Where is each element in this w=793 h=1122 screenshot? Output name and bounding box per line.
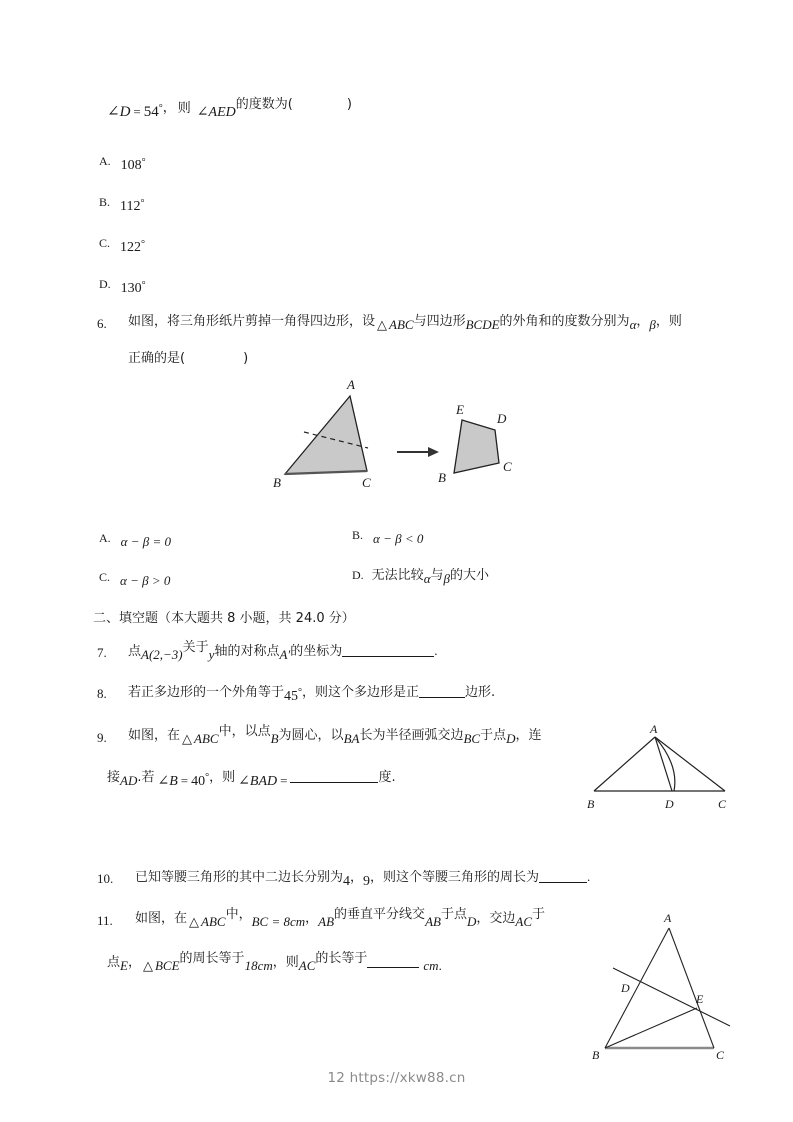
q6-option-c[interactable] <box>99 568 170 586</box>
q6-option-d-beta: β <box>443 571 451 586</box>
q11-label-e: E <box>696 992 704 1006</box>
q6-option-b-expr: α − β < 0 <box>373 531 424 546</box>
q6-option-a[interactable] <box>99 529 171 547</box>
option-c-value: 122 <box>120 240 142 255</box>
question-9-stem-line2 <box>107 769 396 789</box>
q9-equals: = <box>180 772 189 788</box>
equals-sign: = <box>133 103 141 119</box>
label-b-quad: B <box>438 470 446 485</box>
q6-option-d-mid: 与 <box>430 568 444 583</box>
question-11-stem-line1 <box>135 907 546 929</box>
q9-text-d: 长为半径画弧交边 <box>359 728 464 743</box>
q9-equals-2: = <box>280 772 288 788</box>
q7-text-b: 关于 <box>182 639 209 655</box>
option-letter-b: B. <box>99 195 111 209</box>
q8-text-c: 边形. <box>465 684 496 700</box>
triangle-abc-3: ABC <box>201 914 226 929</box>
q6-option-letter-a: A. <box>99 531 111 545</box>
q11-label-b: B <box>592 1048 600 1062</box>
question-5-stem-tail <box>107 96 352 120</box>
q11-text-i: ， <box>127 954 141 970</box>
q10-text-a: 已知等腰三角形的其中二边长分别为 <box>135 869 344 885</box>
q9-value-40: 40 <box>191 773 206 789</box>
q7-text-c: 轴的对称点 <box>214 643 280 659</box>
q5-option-d[interactable] <box>99 275 146 296</box>
q5-option-c[interactable] <box>99 234 146 255</box>
q9-label-a: A <box>650 722 658 736</box>
q10-period: . <box>587 868 591 884</box>
q8-value-45: 45 <box>284 688 299 704</box>
q6-option-d-pre: 无法比较 <box>371 568 424 583</box>
question-11-stem-line2 <box>107 950 442 973</box>
q11-label-c: C <box>716 1048 725 1062</box>
q9-degree: ° <box>205 772 210 784</box>
question-8-stem <box>128 684 496 704</box>
q6-text-d: ，则 <box>655 314 682 329</box>
perimeter-value: 18cm <box>244 957 273 973</box>
point-a-prime: A′ <box>279 646 291 662</box>
label-b-triangle: B <box>273 475 281 490</box>
q6-text-e: 正确的是( <box>128 351 186 366</box>
q9-label-b: B <box>587 797 595 811</box>
option-d-value: 130 <box>120 281 142 296</box>
option-b-value: 112 <box>120 199 141 214</box>
q11-label-a: A <box>664 911 672 925</box>
q11-text-l: 的长等于 <box>315 950 368 966</box>
q6-option-letter-c: C. <box>99 570 111 584</box>
q9-text-c: 为圆心，以 <box>278 728 344 743</box>
q11-perpendicular-bisector <box>613 968 730 1026</box>
angle-aed-symbol: ∠AED <box>196 104 236 120</box>
question-6-figure <box>273 374 526 492</box>
point-d-2: D <box>466 914 477 929</box>
q11-text-d: 的垂直平分线交 <box>334 907 426 922</box>
option-b-degree: ° <box>140 197 145 209</box>
quad-bcde-shape <box>454 420 499 473</box>
question-6-stem-line2 <box>128 351 248 365</box>
q9-text-j: 度. <box>378 769 396 785</box>
q11-figure-svg <box>580 900 755 1072</box>
triangle-symbol-2: △ <box>182 731 193 746</box>
question-11-number: 11. <box>97 913 113 928</box>
point-a-coords: A(2,−3) <box>141 646 183 662</box>
beta-symbol-1: β <box>649 317 656 332</box>
bc-equation: BC = 8cm <box>251 914 306 929</box>
triangle-symbol-3: △ <box>189 914 200 929</box>
option-letter-a: A. <box>99 154 111 168</box>
q9-label-d: D <box>665 797 674 811</box>
q10-value-9: 9 <box>363 873 371 889</box>
q9-line-ad <box>655 737 672 791</box>
q9-figure-svg <box>586 720 736 812</box>
q6-option-a-expr: α − β = 0 <box>120 534 172 549</box>
q7-text-d: 的坐标为 <box>290 643 343 659</box>
segment-ab-2: AB <box>425 914 441 929</box>
q9-answer-blank[interactable] <box>290 769 378 783</box>
triangle-symbol-4: △ <box>142 957 153 973</box>
option-a-value: 108 <box>120 158 142 173</box>
triangle-bce: BCE <box>154 957 180 973</box>
q9-text-i: ，则 <box>209 769 236 785</box>
q10-value-4: 4 <box>343 873 351 889</box>
q11-line-be <box>605 1008 697 1048</box>
q9-line-ba <box>594 737 655 791</box>
value-54: 54 <box>143 103 159 120</box>
q8-text-b: ，则这个多边形是正 <box>302 684 420 700</box>
question-7-number: 7. <box>97 645 107 660</box>
paren-close-2: ) <box>243 351 249 366</box>
q8-text-a: 若正多边形的一个外角等于 <box>128 684 285 700</box>
point-d-1: D <box>506 731 516 746</box>
q8-degree: ° <box>298 687 303 699</box>
label-e-quad: E <box>456 402 464 417</box>
q11-unit-cm: cm <box>423 957 439 973</box>
q11-text-h: 点 <box>107 954 121 970</box>
q6-figure-svg <box>273 374 526 492</box>
paren-close-1: ) <box>346 96 352 112</box>
q6-option-b[interactable] <box>352 526 423 544</box>
q10-text-b: ，则这个等腰三角形的周长为 <box>370 869 540 885</box>
q9-text-h: .若 <box>137 769 155 785</box>
segment-bc-1: BC <box>463 731 481 746</box>
q11-text-j: 的周长等于 <box>179 950 245 966</box>
q11-text-e: 于点 <box>440 907 467 922</box>
q9-text-b: 中，以点 <box>218 724 271 739</box>
arrow-head <box>428 447 439 457</box>
q6-option-letter-d: D. <box>352 568 364 582</box>
alpha-symbol-1: α <box>629 317 637 332</box>
q9-line-ac <box>655 737 725 791</box>
question-9-number: 9. <box>97 730 107 745</box>
question-11-figure <box>580 900 755 1072</box>
q9-text-g: 接 <box>107 769 121 785</box>
q6-option-d-alpha: α <box>423 571 431 586</box>
option-letter-c: C. <box>99 236 111 250</box>
axis-y-label: y <box>208 646 215 662</box>
q11-text-g: 于 <box>532 907 546 922</box>
q7-text-a: 点 <box>128 643 142 659</box>
q11-text-b: 中， <box>225 907 252 922</box>
q6-option-letter-b: B. <box>352 528 364 542</box>
q10-answer-blank[interactable] <box>539 869 587 883</box>
question-10-number: 10. <box>97 871 114 886</box>
triangle-symbol-1: △ <box>377 317 388 332</box>
q5-option-a[interactable] <box>99 152 146 173</box>
q11-text-c: ， <box>305 911 319 926</box>
q11-line-ba <box>605 928 669 1048</box>
segment-ab-1: AB <box>318 914 335 929</box>
q10-comma: ， <box>350 869 364 885</box>
q6-text-b: 与四边形 <box>413 314 466 329</box>
q9-text-f: ，连 <box>515 728 542 743</box>
q11-text-a: 如图，在 <box>135 911 188 926</box>
option-a-degree: ° <box>141 156 146 168</box>
label-d-quad: D <box>497 411 507 426</box>
triangle-abc-1: ABC <box>389 317 414 332</box>
q11-period: . <box>438 957 442 973</box>
option-letter-d: D. <box>99 277 111 291</box>
comma-1: ， <box>162 100 176 116</box>
ask-text: 的度数为( <box>235 96 293 112</box>
quad-bcde: BCDE <box>465 317 500 332</box>
q9-text-a: 如图，在 <box>128 728 181 743</box>
question-9-figure <box>586 720 736 812</box>
label-c-quad: C <box>503 459 512 474</box>
option-d-degree: ° <box>141 279 146 291</box>
question-7-stem <box>128 639 438 662</box>
segment-ac-1: AC <box>515 914 532 929</box>
q6-text-c: 的外角和的度数分别为 <box>499 314 630 329</box>
question-6-stem-line1 <box>128 314 682 332</box>
q6-sep-1: ， <box>636 314 650 329</box>
question-8-number: 8. <box>97 686 107 701</box>
page-footer-watermark: 12 https://xkw88.cn <box>327 1070 466 1086</box>
then-word: 则 <box>177 100 191 116</box>
q11-text-f: ，交边 <box>476 911 516 926</box>
angle-b-symbol: ∠B <box>157 773 178 789</box>
q11-text-k: ，则 <box>272 954 299 970</box>
section-2-heading: 二、填空题（本大题共 8 小题，共 24.0 分） <box>93 611 355 626</box>
segment-ac-2: AC <box>298 957 316 973</box>
triangle-abc-shape <box>285 396 367 474</box>
q7-period: . <box>434 642 438 658</box>
point-b-1: B <box>270 731 279 746</box>
question-10-stem <box>135 868 591 889</box>
q11-label-d: D <box>621 981 630 995</box>
point-e-1: E <box>120 957 128 973</box>
q11-line-ac <box>669 928 714 1048</box>
q6-option-c-expr: α − β > 0 <box>120 573 171 588</box>
label-c-triangle: C <box>362 475 371 490</box>
q6-option-d[interactable] <box>352 564 489 584</box>
q9-text-e: 于点 <box>480 728 507 743</box>
q5-option-b[interactable] <box>99 193 145 214</box>
label-a-triangle: A <box>347 377 355 392</box>
option-c-degree: ° <box>141 238 146 250</box>
q9-label-c: C <box>718 797 727 811</box>
q6-text-a: 如图，将三角形纸片剪掉一角得四边形，设 <box>128 314 376 329</box>
segment-ba: BA <box>343 731 360 746</box>
q7-answer-blank[interactable] <box>342 643 434 657</box>
question-6-number: 6. <box>97 316 107 331</box>
angle-bad-symbol: ∠BAD <box>238 773 278 789</box>
q8-answer-blank[interactable] <box>419 684 465 698</box>
angle-d-symbol: ∠D <box>107 103 131 120</box>
segment-ad: AD <box>120 772 138 788</box>
question-9-stem-line1 <box>128 724 542 746</box>
degree-symbol: ° <box>158 103 163 114</box>
triangle-abc-2: ABC <box>194 731 219 746</box>
q6-option-d-post: 的大小 <box>450 568 490 583</box>
q11-answer-blank[interactable] <box>367 954 419 968</box>
